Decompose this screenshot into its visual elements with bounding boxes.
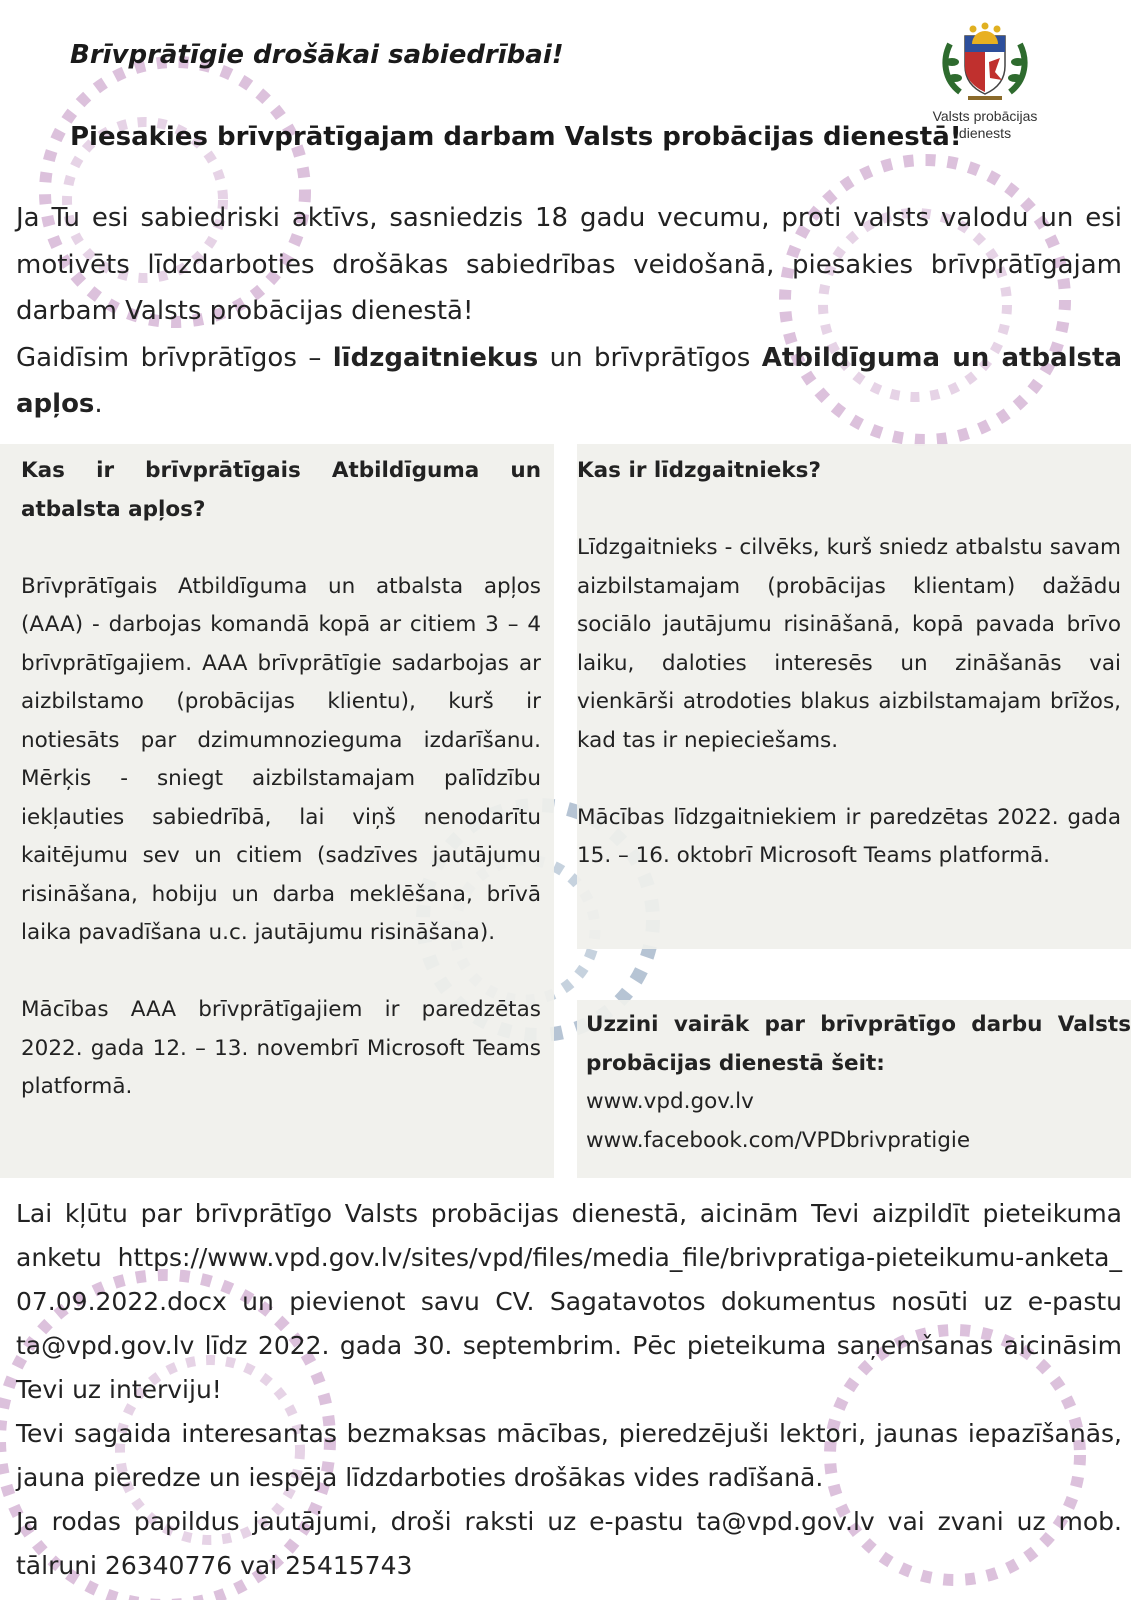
contact-email-link[interactable]: ta@vpd.gov.lv bbox=[696, 1507, 875, 1536]
aaa-training: Mācības AAA brīvprātīgajiem ir paredzētas 2022. gada 12. – 13. novembrī Microsoft Teams platformā. bbox=[21, 997, 541, 1099]
organization-logo bbox=[925, 22, 1045, 142]
tagline: Brīvprātīgie drošākai sabiedrībai! bbox=[70, 40, 564, 70]
intro-section bbox=[16, 195, 1122, 428]
application-text-start: Lai kļūtu par brīvprātīgo Valsts probācijas dienestā, aicinām Tevi aizpildīt pieteikuma anketu bbox=[16, 1199, 1122, 1272]
intro-call-end: . bbox=[94, 389, 103, 419]
circles-emphasis: Atbildīguma un atbalsta apļos bbox=[16, 342, 1122, 419]
headline: Piesakies brīvprātīgajam darbam Valsts probācijas dienestā! bbox=[70, 122, 962, 152]
application-email-link[interactable]: ta@vpd.gov.lv bbox=[16, 1331, 195, 1360]
intro-call-text-mid: un brīvprātīgos bbox=[538, 342, 762, 373]
companion-training: Mācības līdzgaitniekiem ir paredzētas 2022. gada 15. – 16. oktobrī Microsoft Teams platformā. bbox=[577, 804, 1121, 868]
aaa-heading: Kas ir brīvprātīgais Atbildīguma un atbalsta apļos? bbox=[21, 458, 541, 522]
intro-paragraph: Ja Tu esi sabiedriski aktīvs, sasniedzis 18 gadu vecumu, proti valsts valodu un esi motivēts līdzdarboties drošākas sabiedrības veidošanā, piesakies brīvprātīgajam darbam Valsts probācijas dienestā! bbox=[16, 203, 1122, 326]
benefits-paragraph: Tevi sagaida interesantas bezmaksas mācības, pieredzējuši lektori, jaunas iepazīšanās, jauna pieredze un iespēja līdzdarboties drošākas vides radīšanā. bbox=[16, 1419, 1122, 1492]
companions-emphasis: līdzgaitniekus bbox=[332, 342, 539, 373]
info-heading: Uzzini vairāk par brīvprātīgo darbu Valsts probācijas dienestā šeit: bbox=[586, 1012, 1131, 1076]
companion-heading: Kas ir līdzgaitnieks? bbox=[577, 458, 821, 483]
info-section bbox=[586, 1006, 1131, 1160]
application-form-link[interactable]: https://www.vpd.gov.lv/sites/vpd/files/media_file/brivpratiga-pieteikumu-anketa_07.09.2022.docx bbox=[16, 1243, 1122, 1316]
companion-description: Līdzgaitnieks - cilvēks, kurš sniedz atbalstu savam aizbilstamajam (probācijas klientam) dažādu sociālo jautājumu risināšanā, kopā pavada brīvo laiku, daloties interesēs un zināšanās vai vienkārši atrodoties blakus aizbilstamajam brīžos, kad tas ir nepieciešams. bbox=[577, 535, 1121, 753]
coat-of-arms-icon bbox=[940, 22, 1030, 102]
contact-text-start: Ja rodas papildus jautājumi, droši raksti uz e-pastu bbox=[16, 1507, 697, 1536]
application-text-end: līdz 2022. gada 30. septembrim. Pēc pieteikuma saņemšanas aicināsim Tevi uz interviju! bbox=[16, 1331, 1122, 1404]
application-section bbox=[16, 1192, 1122, 1588]
intro-call-text: Gaidīsim brīvprātīgos – bbox=[16, 342, 333, 373]
application-paragraph bbox=[16, 1192, 1122, 1412]
website-link[interactable]: www.vpd.gov.lv bbox=[586, 1089, 754, 1114]
facebook-link[interactable]: www.facebook.com/VPDbrivpratigie bbox=[586, 1127, 971, 1153]
intro-call-paragraph bbox=[16, 335, 1122, 428]
aaa-description: Brīvprātīgais Atbildīguma un atbalsta apļos (AAA) - darbojas komandā kopā ar citiem 3 – 4 brīvprātīgajiem. AAA brīvprātīgie sadarbojas ar aizbilstamo (probācijas klientu), kurš ir notiesāts par dzimumnozieguma izdarīšanu. Mērķis - sniegt aizbilstamajam palīdzību iekļauties sabiedrībā, lai viņš nenodarītu kaitējumu sev un citiem (sadzīves jautājumu risināšana, hobiju un darba meklēšana, brīvā laika pavadīšana u.c. jautājumu risināšana). bbox=[21, 573, 541, 945]
logo-caption-line1: Valsts probācijas bbox=[932, 108, 1038, 124]
companion-section bbox=[577, 452, 1121, 876]
logo-caption-line2: dienests bbox=[958, 125, 1012, 141]
contact-paragraph bbox=[16, 1500, 1122, 1588]
aaa-section bbox=[21, 452, 541, 1107]
application-text-mid: un pievienot savu CV. Sagatavotos dokumentus nosūti uz e-pastu bbox=[226, 1287, 1122, 1316]
contact-text-end: vai zvani uz mob. tālruni 26340776 vai 25415743 bbox=[16, 1507, 1122, 1580]
